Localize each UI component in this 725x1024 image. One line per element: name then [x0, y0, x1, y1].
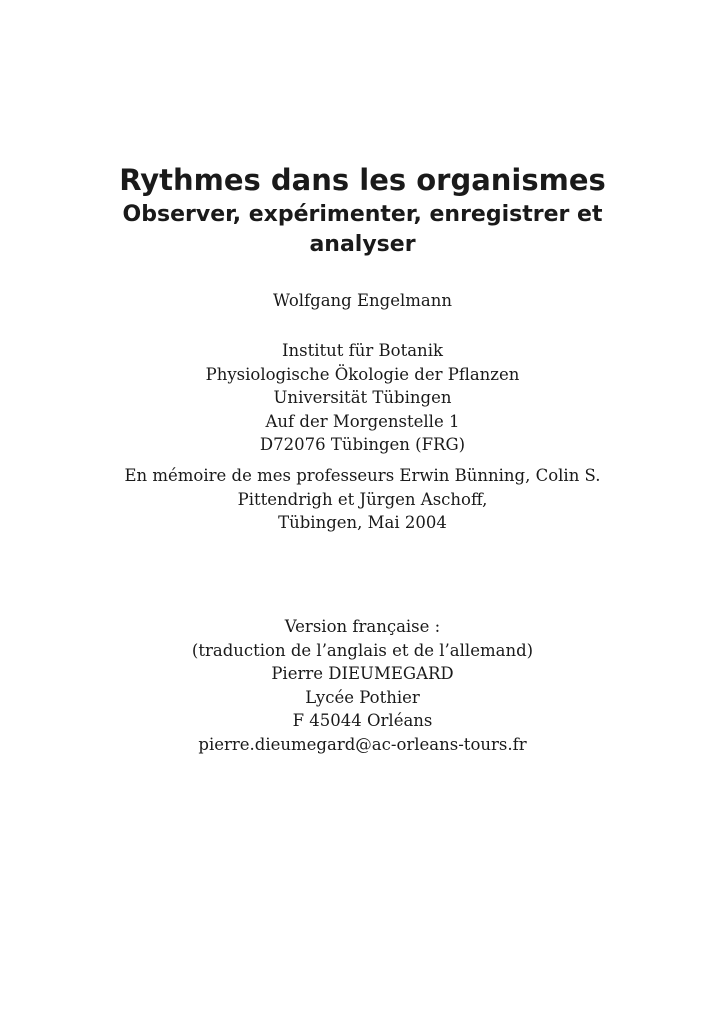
title-block	[0, 160, 725, 260]
author-name: Wolfgang Engelmann	[272, 291, 452, 310]
address-block	[0, 339, 725, 457]
document-title: Rythmes dans les organismes	[119, 163, 606, 197]
address-street: Auf der Morgenstelle 1	[265, 411, 460, 431]
translation-note: (traduction de l’anglais et de l’allemand)	[191, 640, 534, 660]
dedication-date: Tübingen, Mai 2004	[278, 513, 447, 532]
translator-name: Pierre DIEUMEGARD	[271, 664, 454, 683]
dedication-line-2: Pittendrigh et Jürgen Aschoff,	[237, 489, 488, 509]
address-department: Physiologische Ökologie der Pflanzen	[205, 364, 520, 384]
dedication-block	[0, 464, 725, 535]
dedication-line-1: En mémoire de mes professeurs Erwin Bünning, Colin S.	[124, 466, 601, 485]
document-subtitle-line-2: analyser	[309, 232, 416, 257]
address-institute: Institut für Botanik	[282, 341, 443, 360]
author-block	[0, 289, 725, 313]
address-university: Universität Tübingen	[273, 388, 452, 407]
address-city: D72076 Tübingen (FRG)	[259, 435, 466, 454]
version-heading: Version française :	[284, 617, 441, 636]
translator-email: pierre.dieumegard@ac-orleans-tours.fr	[198, 734, 527, 754]
translator-school: Lycée Pothier	[305, 687, 420, 707]
translation-block	[0, 615, 725, 756]
document-subtitle-line-1: Observer, expérimenter, enregistrer et	[122, 202, 603, 227]
translator-city: F 45044 Orléans	[292, 711, 433, 730]
